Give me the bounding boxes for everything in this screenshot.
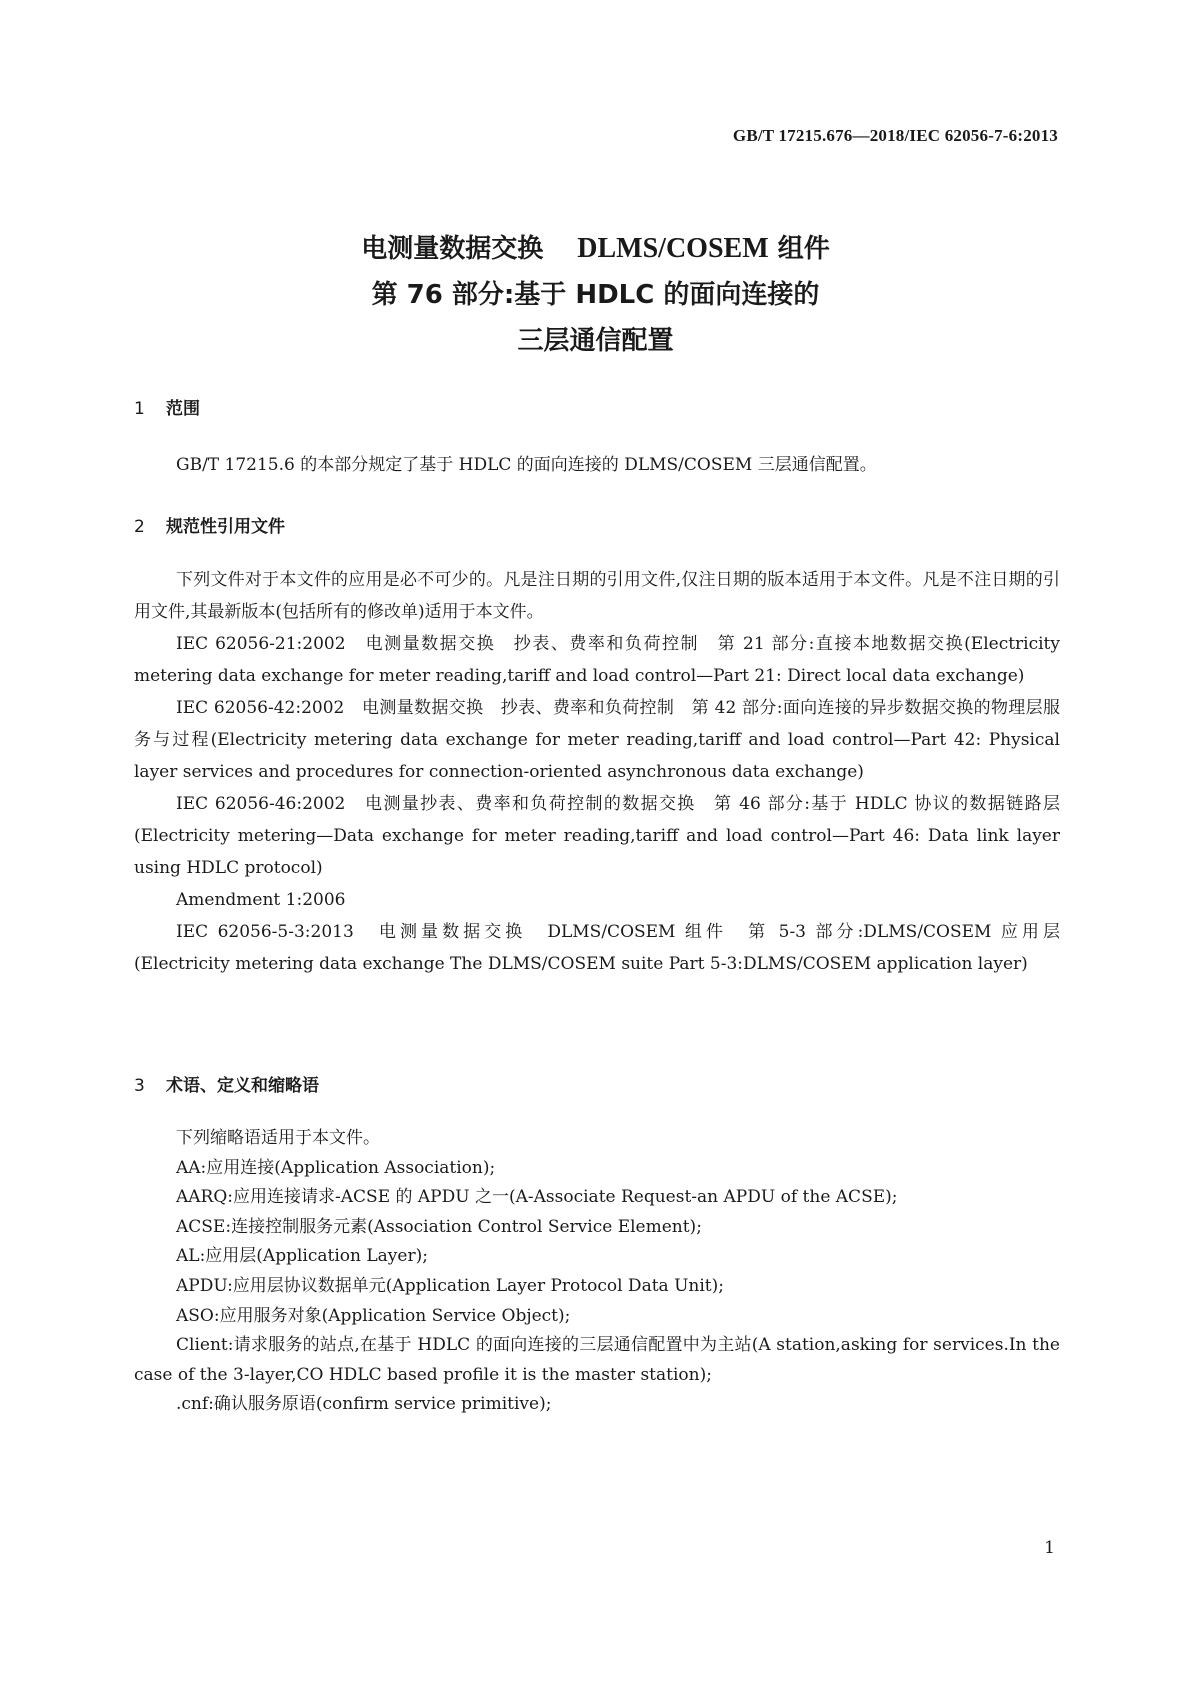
reference-item: IEC 62056-21:2002 电测量数据交换 抄表、费率和负荷控制 第 21 部分:直接本地数据交换(Electricity metering data exchange for meter reading,tariff and load control—Part 21: Direct local data exchange)	[134, 634, 1060, 686]
title-line-2: 第 76 部分:基于 HDLC 的面向连接的	[371, 280, 820, 310]
title-line-1-latin: DLMS/COSEM	[577, 233, 769, 264]
section-2-intro: 下列文件对于本文件的应用是必不可少的。凡是注日期的引用文件,仅注日期的版本适用于本文件。凡是不注日期的引用文件,其最新版本(包括所有的修改单)适用于本文件。	[134, 570, 1060, 622]
abbreviation-item: Client:请求服务的站点,在基于 HDLC 的面向连接的三层通信配置中为主站(A station,asking for services.In the case of the 3-layer,CO HDLC based profile it is the master station);	[134, 1335, 1060, 1385]
title-line-1-suffix: 组件	[777, 234, 830, 264]
reference-amendment: Amendment 1:2006	[176, 890, 346, 910]
abbreviation-item: ASO:应用服务对象(Application Service Object);	[176, 1305, 571, 1326]
section-3-body	[134, 1124, 1060, 1420]
section-1-title: 范围	[166, 399, 200, 419]
abbreviation-item: AARQ:应用连接请求-ACSE 的 APDU 之一(A-Associate Request-an APDU of the ACSE);	[176, 1187, 898, 1208]
title-line-3: 三层通信配置	[517, 326, 674, 356]
page-number: 1	[1044, 1538, 1055, 1558]
section-2-heading	[134, 512, 285, 537]
abbreviation-item: APDU:应用层协议数据单元(Application Layer Protocol Data Unit);	[176, 1275, 724, 1296]
section-3-heading	[134, 1071, 319, 1096]
reference-item: IEC 62056-46:2002 电测量抄表、费率和负荷控制的数据交换 第 46 部分:基于 HDLC 协议的数据链路层(Electricity metering—Data exchange for meter reading,tariff and load control—Part 46: Data link layer using HDLC protocol)	[134, 794, 1060, 878]
section-3-intro: 下列缩略语适用于本文件。	[176, 1128, 380, 1148]
section-2-body	[134, 564, 1060, 980]
abbreviation-item: AL:应用层(Application Layer);	[176, 1246, 428, 1267]
section-1-heading	[134, 394, 200, 419]
document-title	[0, 226, 1191, 364]
title-line-1-cn: 电测量数据交换	[361, 234, 544, 264]
section-1-paragraph: GB/T 17215.6 的本部分规定了基于 HDLC 的面向连接的 DLMS/COSEM 三层通信配置。	[176, 455, 877, 475]
section-3-title: 术语、定义和缩略语	[166, 1076, 319, 1096]
abbreviation-item: .cnf:确认服务原语(confirm service primitive);	[176, 1394, 552, 1415]
abbreviation-item: ACSE:连接控制服务元素(Association Control Service Element);	[176, 1216, 702, 1237]
title-line-1	[0, 226, 1191, 272]
section-3-number: 3	[134, 1076, 145, 1096]
section-1-number: 1	[134, 399, 145, 419]
abbreviation-item: AA:应用连接(Application Association);	[176, 1157, 496, 1178]
section-2-number: 2	[134, 517, 145, 537]
section-1-body	[134, 449, 1060, 481]
reference-item: IEC 62056-42:2002 电测量数据交换 抄表、费率和负荷控制 第 42 部分:面向连接的异步数据交换的物理层服务与过程(Electricity metering data exchange for meter reading,tariff and load control—Part 42: Physical layer services and procedures for connection-oriented asynchronous data exchange)	[134, 698, 1060, 782]
reference-item: IEC 62056-5-3:2013 电测量数据交换 DLMS/COSEM 组件 第 5-3 部分:DLMS/COSEM 应用层(Electricity metering data exchange The DLMS/COSEM suite Part 5-3:DLMS/COSEM application layer)	[134, 922, 1060, 974]
standard-code: GB/T 17215.676—2018/IEC 62056-7-6:2013	[732, 126, 1058, 145]
section-2-title: 规范性引用文件	[166, 517, 285, 537]
